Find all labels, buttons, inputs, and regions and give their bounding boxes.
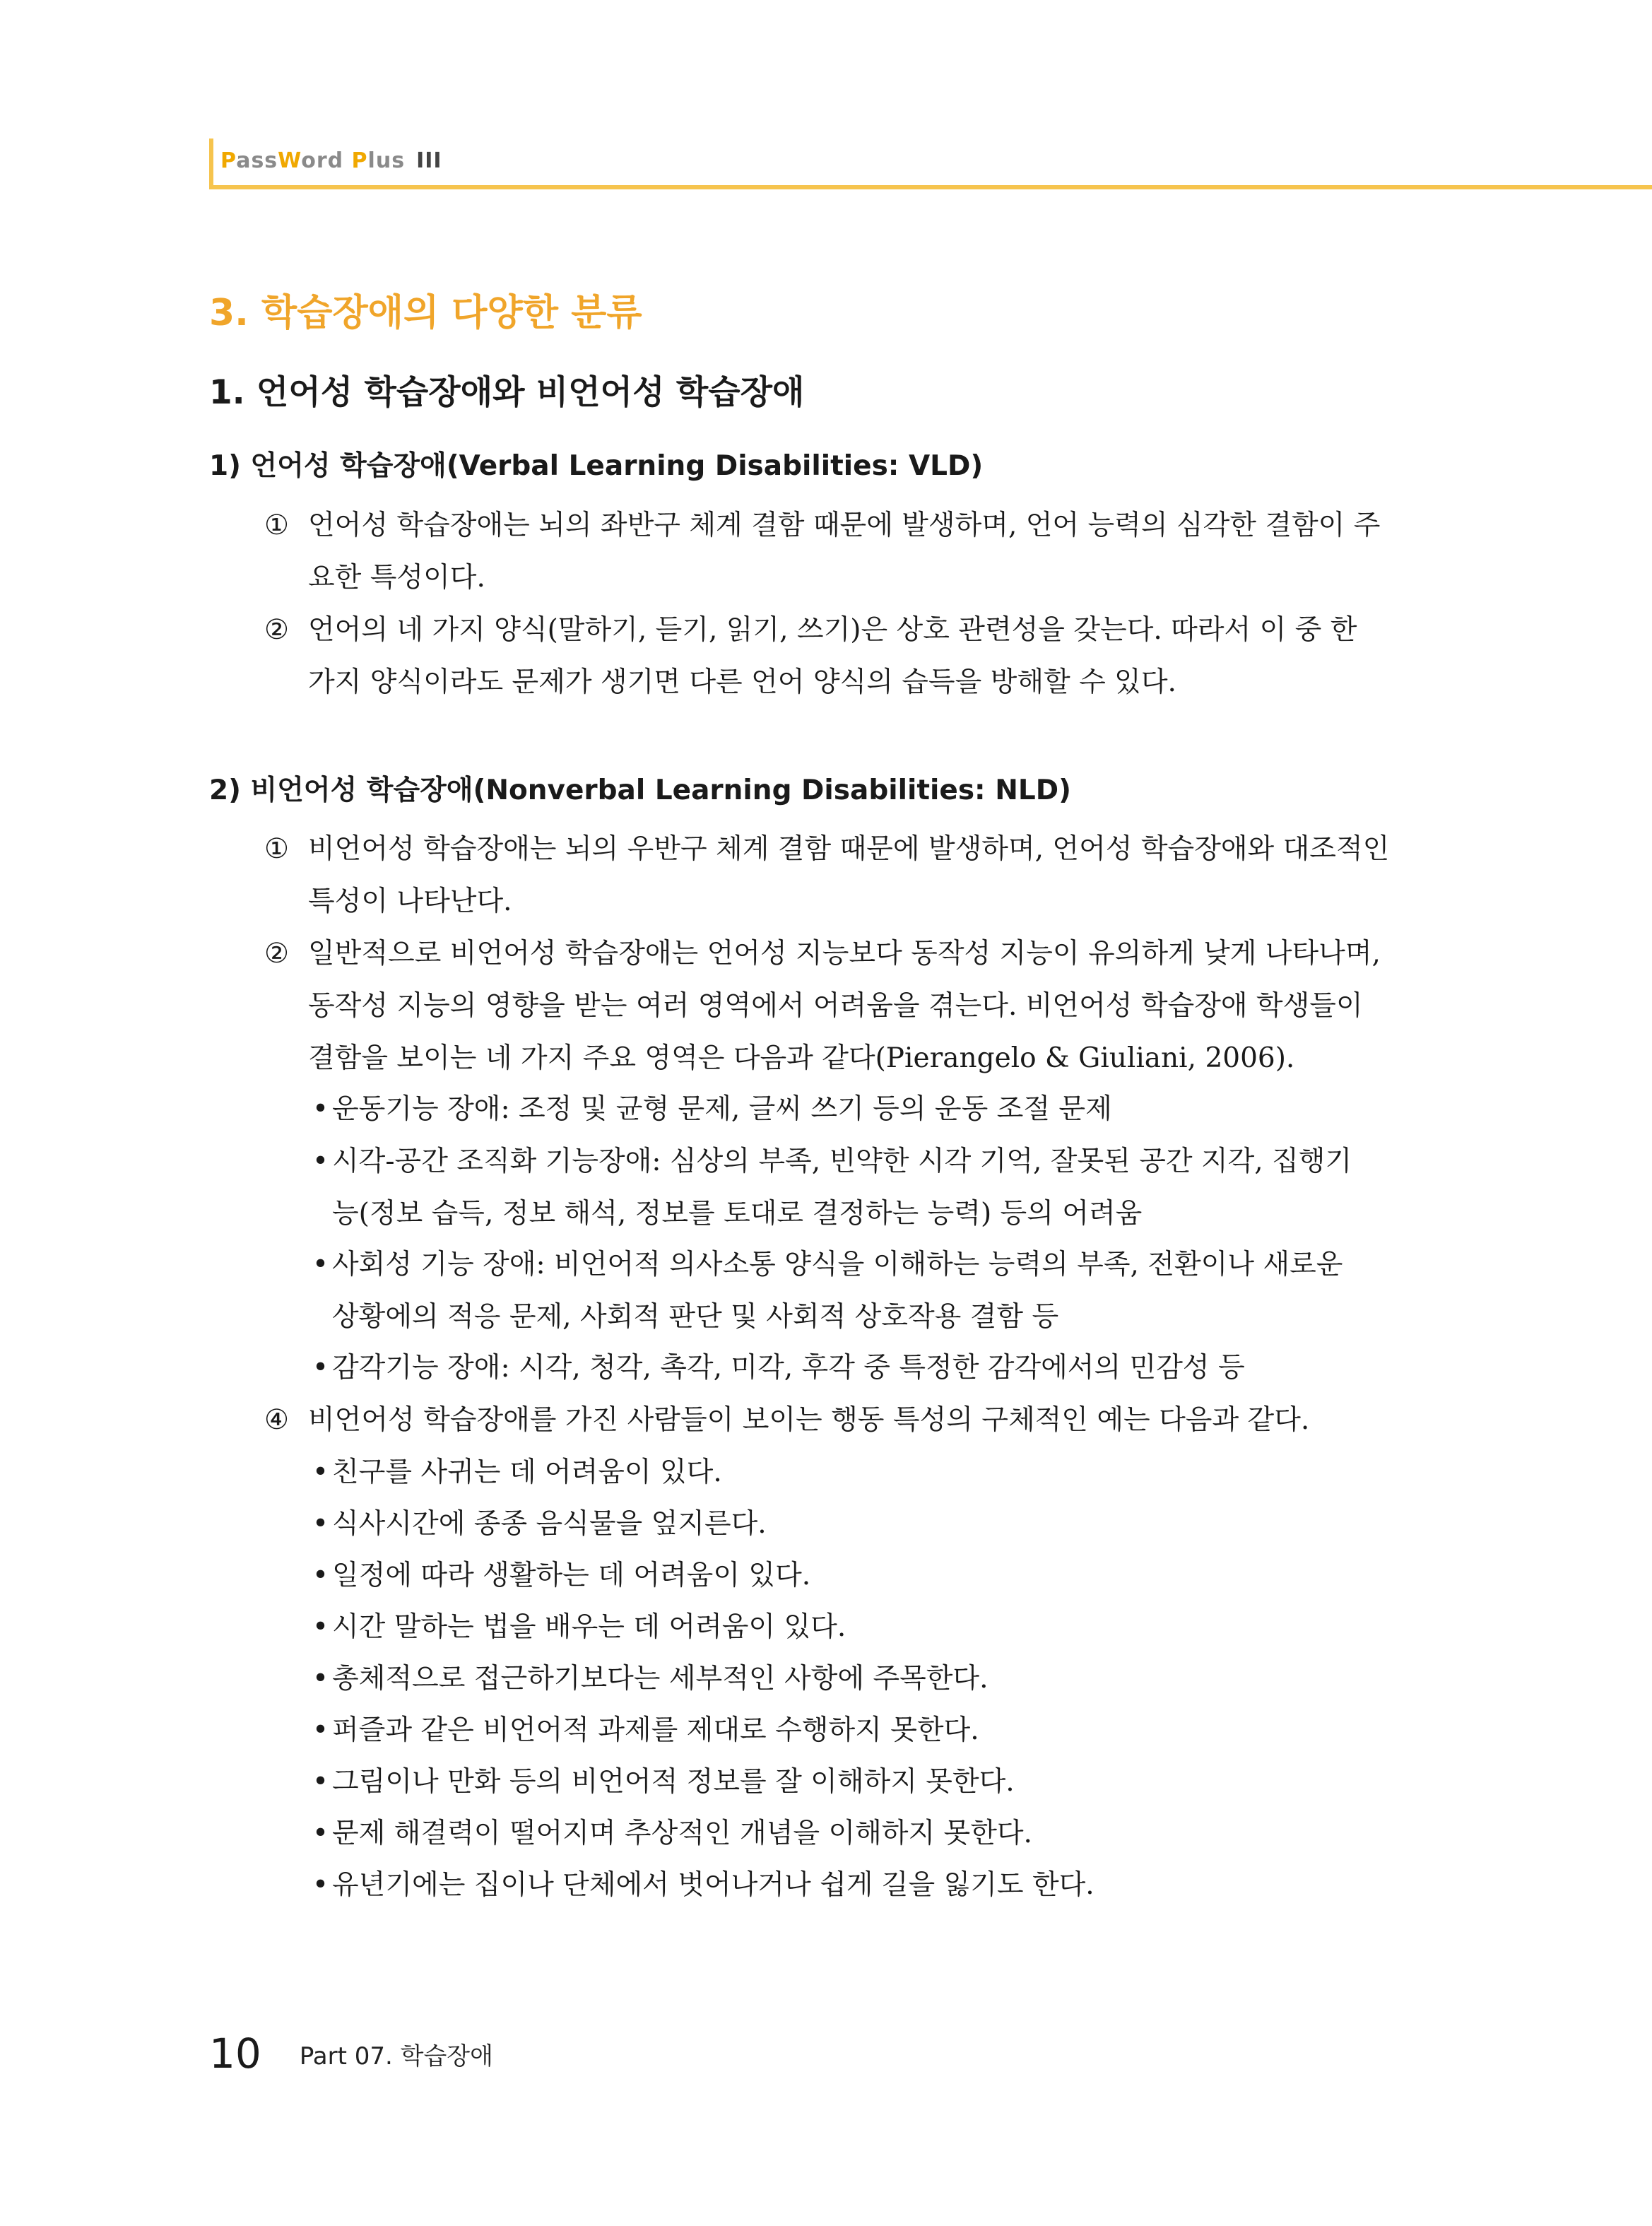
vld-item-1-line-1 — [264, 512, 1380, 539]
behavior-bullet-1 — [312, 1456, 722, 1488]
bullet-text: 사회성 기능 장애: 비언어적 의사소통 양식을 이해하는 능력의 부족, 전환이나 새로운 — [332, 1249, 1343, 1280]
vld-item-1-line-2: 요한 특성이다. — [308, 562, 485, 594]
nld-area-bullet-3-cont: 상황에의 적응 문제, 사회적 판단 및 사회적 상호작용 결함 등 — [332, 1301, 1059, 1333]
behavior-bullet-7 — [312, 1768, 1015, 1796]
item-text: 언어의 네 가지 양식(말하기, 듣기, 읽기, 쓰기)은 상호 관련성을 갖는다. 따라서 이 중 한 — [308, 614, 1357, 646]
bullet-text: 그림이나 만화 등의 비언어적 정보를 잘 이해하지 못한다. — [332, 1766, 1015, 1798]
bullet-text: 시간 말하는 법을 배우는 데 어려움이 있다. — [332, 1611, 846, 1643]
item-marker: ② — [264, 614, 289, 646]
nld-area-bullet-2-cont: 능(정보 습득, 정보 해석, 정보를 토대로 결정하는 능력) 등의 어려움 — [332, 1198, 1143, 1230]
nld-item-4-line-1 — [264, 1406, 1309, 1434]
chapter-title: 3. 학습장애의 다양한 분류 — [209, 292, 642, 334]
nld-area-bullet-2 — [312, 1148, 1352, 1175]
bullet-dot: • — [312, 1611, 329, 1643]
nld-item-1-line-2: 특성이 나타난다. — [308, 885, 512, 917]
item-marker: ② — [264, 938, 289, 970]
bullet-dot: • — [312, 1714, 329, 1746]
series-title-text: PassWord Plus — [220, 148, 406, 173]
item-marker: ① — [264, 510, 289, 541]
behavior-bullet-4 — [312, 1613, 846, 1641]
bullet-text: 유년기에는 집이나 단체에서 벗어나거나 쉽게 길을 잃기도 한다. — [332, 1869, 1095, 1901]
bullet-text: 퍼즐과 같은 비언어적 과제를 제대로 수행하지 못한다. — [332, 1714, 979, 1746]
bullet-dot: • — [312, 1249, 329, 1280]
bullet-dot: • — [312, 1766, 329, 1798]
item-text: 비언어성 학습장애를 가진 사람들이 보이는 행동 특성의 구체적인 예는 다음과 같다. — [308, 1404, 1310, 1436]
vld-item-2-line-2: 가지 양식이라도 문제가 생기면 다른 언어 양식의 습득을 방해할 수 있다. — [308, 666, 1176, 698]
subsection-1-title: 1) 언어성 학습장애(Verbal Learning Disabilities: VLD) — [209, 450, 984, 482]
section-title: 1. 언어성 학습장애와 비언어성 학습장애 — [209, 373, 805, 412]
item-text: 언어성 학습장애는 뇌의 좌반구 체계 결함 때문에 발생하며, 언어 능력의 심각한 결함이 주 — [308, 510, 1381, 541]
bullet-dot: • — [312, 1352, 329, 1384]
header-underline — [209, 185, 1652, 189]
behavior-bullet-9 — [312, 1871, 1095, 1899]
running-header — [209, 139, 1652, 189]
behavior-bullet-6 — [312, 1716, 979, 1744]
series-number: III — [416, 148, 442, 173]
bullet-text: 시각-공간 조직화 기능장애: 심상의 부족, 빈약한 시각 기억, 잘못된 공간 지각, 집행기 — [332, 1146, 1352, 1177]
bullet-text: 식사시간에 종종 음식물을 엎지른다. — [332, 1508, 767, 1540]
page-footer — [209, 2030, 493, 2078]
bullet-dot: • — [312, 1818, 329, 1849]
bullet-text: 감각기능 장애: 시각, 청각, 촉각, 미각, 후각 중 특정한 감각에서의 민감성 등 — [332, 1352, 1245, 1384]
nld-area-bullet-3 — [312, 1251, 1343, 1278]
behavior-bullet-8 — [312, 1820, 1032, 1847]
bullet-text: 친구를 사귀는 데 어려움이 있다. — [332, 1456, 722, 1488]
vld-item-2-line-1 — [264, 616, 1357, 644]
subsection-2-title: 2) 비언어성 학습장애(Nonverbal Learning Disabilities: NLD) — [209, 775, 1071, 806]
bullet-text: 문제 해결력이 떨어지며 추상적인 개념을 이해하지 못한다. — [332, 1818, 1032, 1849]
bullet-dot: • — [312, 1456, 329, 1488]
page-number: 10 — [209, 2030, 261, 2078]
item-text: 비언어성 학습장애는 뇌의 우반구 체계 결함 때문에 발생하며, 언어성 학습장애와 대조적인 — [308, 833, 1390, 865]
series-title — [220, 148, 442, 173]
nld-item-2-line-3: 결함을 보이는 네 가지 주요 영역은 다음과 같다(Pierangelo & Giuliani, 2006). — [308, 1042, 1295, 1074]
item-marker: ① — [264, 833, 289, 865]
item-text: 일반적으로 비언어성 학습장애는 언어성 지능보다 동작성 지능이 유의하게 낮게 나타나며, — [308, 938, 1381, 970]
nld-area-bullet-4 — [312, 1354, 1245, 1382]
bullet-text: 일정에 따라 생활하는 데 어려움이 있다. — [332, 1560, 811, 1591]
bullet-text: 운동기능 장애: 조정 및 균형 문제, 글씨 쓰기 등의 운동 조절 문제 — [332, 1093, 1112, 1125]
behavior-bullet-3 — [312, 1562, 810, 1589]
bullet-dot: • — [312, 1869, 329, 1901]
bullet-dot: • — [312, 1146, 329, 1177]
nld-area-bullet-1 — [312, 1095, 1112, 1123]
nld-item-1-line-1 — [264, 835, 1389, 863]
bullet-dot: • — [312, 1508, 329, 1540]
nld-item-2-line-2: 동작성 지능의 영향을 받는 여러 영역에서 어려움을 겪는다. 비언어성 학습장애 학생들이 — [308, 990, 1363, 1022]
behavior-bullet-5 — [312, 1663, 989, 1695]
bullet-dot: • — [312, 1560, 329, 1591]
bullet-dot: • — [312, 1663, 329, 1695]
item-marker: ④ — [264, 1404, 289, 1436]
behavior-bullet-2 — [312, 1510, 767, 1538]
part-label: Part 07. 학습장애 — [299, 2042, 493, 2071]
bullet-dot: • — [312, 1093, 329, 1125]
nld-item-2-line-1 — [264, 938, 1381, 970]
header-accent-bar — [209, 139, 213, 189]
bullet-text: 총체적으로 접근하기보다는 세부적인 사항에 주목한다. — [332, 1663, 989, 1695]
